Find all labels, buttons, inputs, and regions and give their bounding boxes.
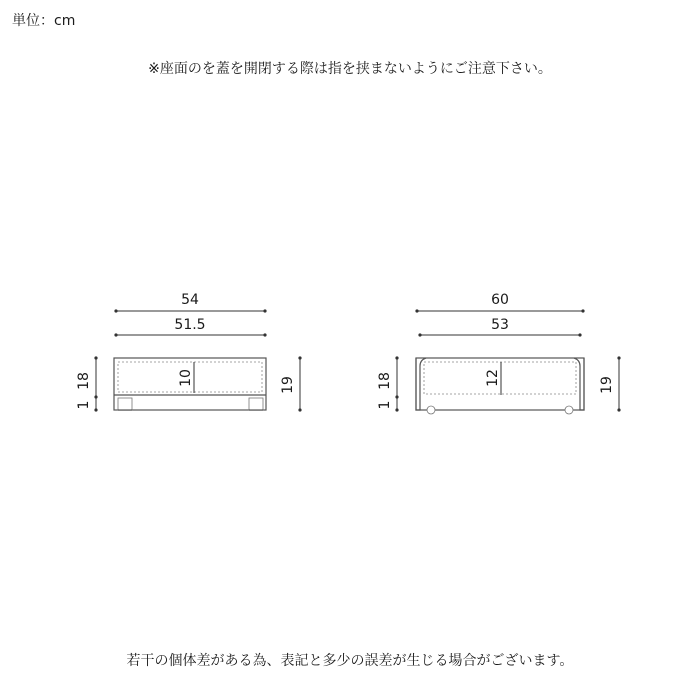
left-foot-left	[118, 398, 132, 410]
left-body-height-label: 18	[76, 372, 92, 390]
right-view	[377, 292, 621, 414]
right-side-panel-left	[416, 358, 426, 410]
right-body-height-label: 18	[377, 372, 393, 390]
right-outer-width-label: 60	[491, 292, 509, 308]
left-inner-depth-label: 10	[178, 369, 194, 387]
disclaimer-note: 若干の個体差がある為、表記と多少の誤差が生じる場合がございます。	[126, 653, 574, 669]
left-foot-right	[249, 398, 263, 410]
left-view	[76, 292, 302, 412]
left-outer-width-label: 54	[181, 292, 199, 308]
right-caster-left	[427, 406, 435, 414]
right-inner-width-label: 53	[491, 317, 509, 333]
left-leg-height-label: 1	[76, 400, 92, 410]
left-inner-width-label: 51.5	[174, 317, 206, 333]
right-caster-right	[565, 406, 573, 414]
right-leg-height-label: 1	[377, 400, 393, 410]
left-total-height-label: 19	[280, 376, 296, 394]
right-inner-depth-label: 12	[485, 369, 501, 387]
right-total-height-label: 19	[599, 376, 615, 394]
right-side-panel-right	[574, 358, 584, 410]
unit-label: 単位：cm	[12, 13, 76, 29]
warning-note: ※座面のを蓋を開閉する際は指を挟まないようにご注意下さい。	[148, 61, 552, 77]
